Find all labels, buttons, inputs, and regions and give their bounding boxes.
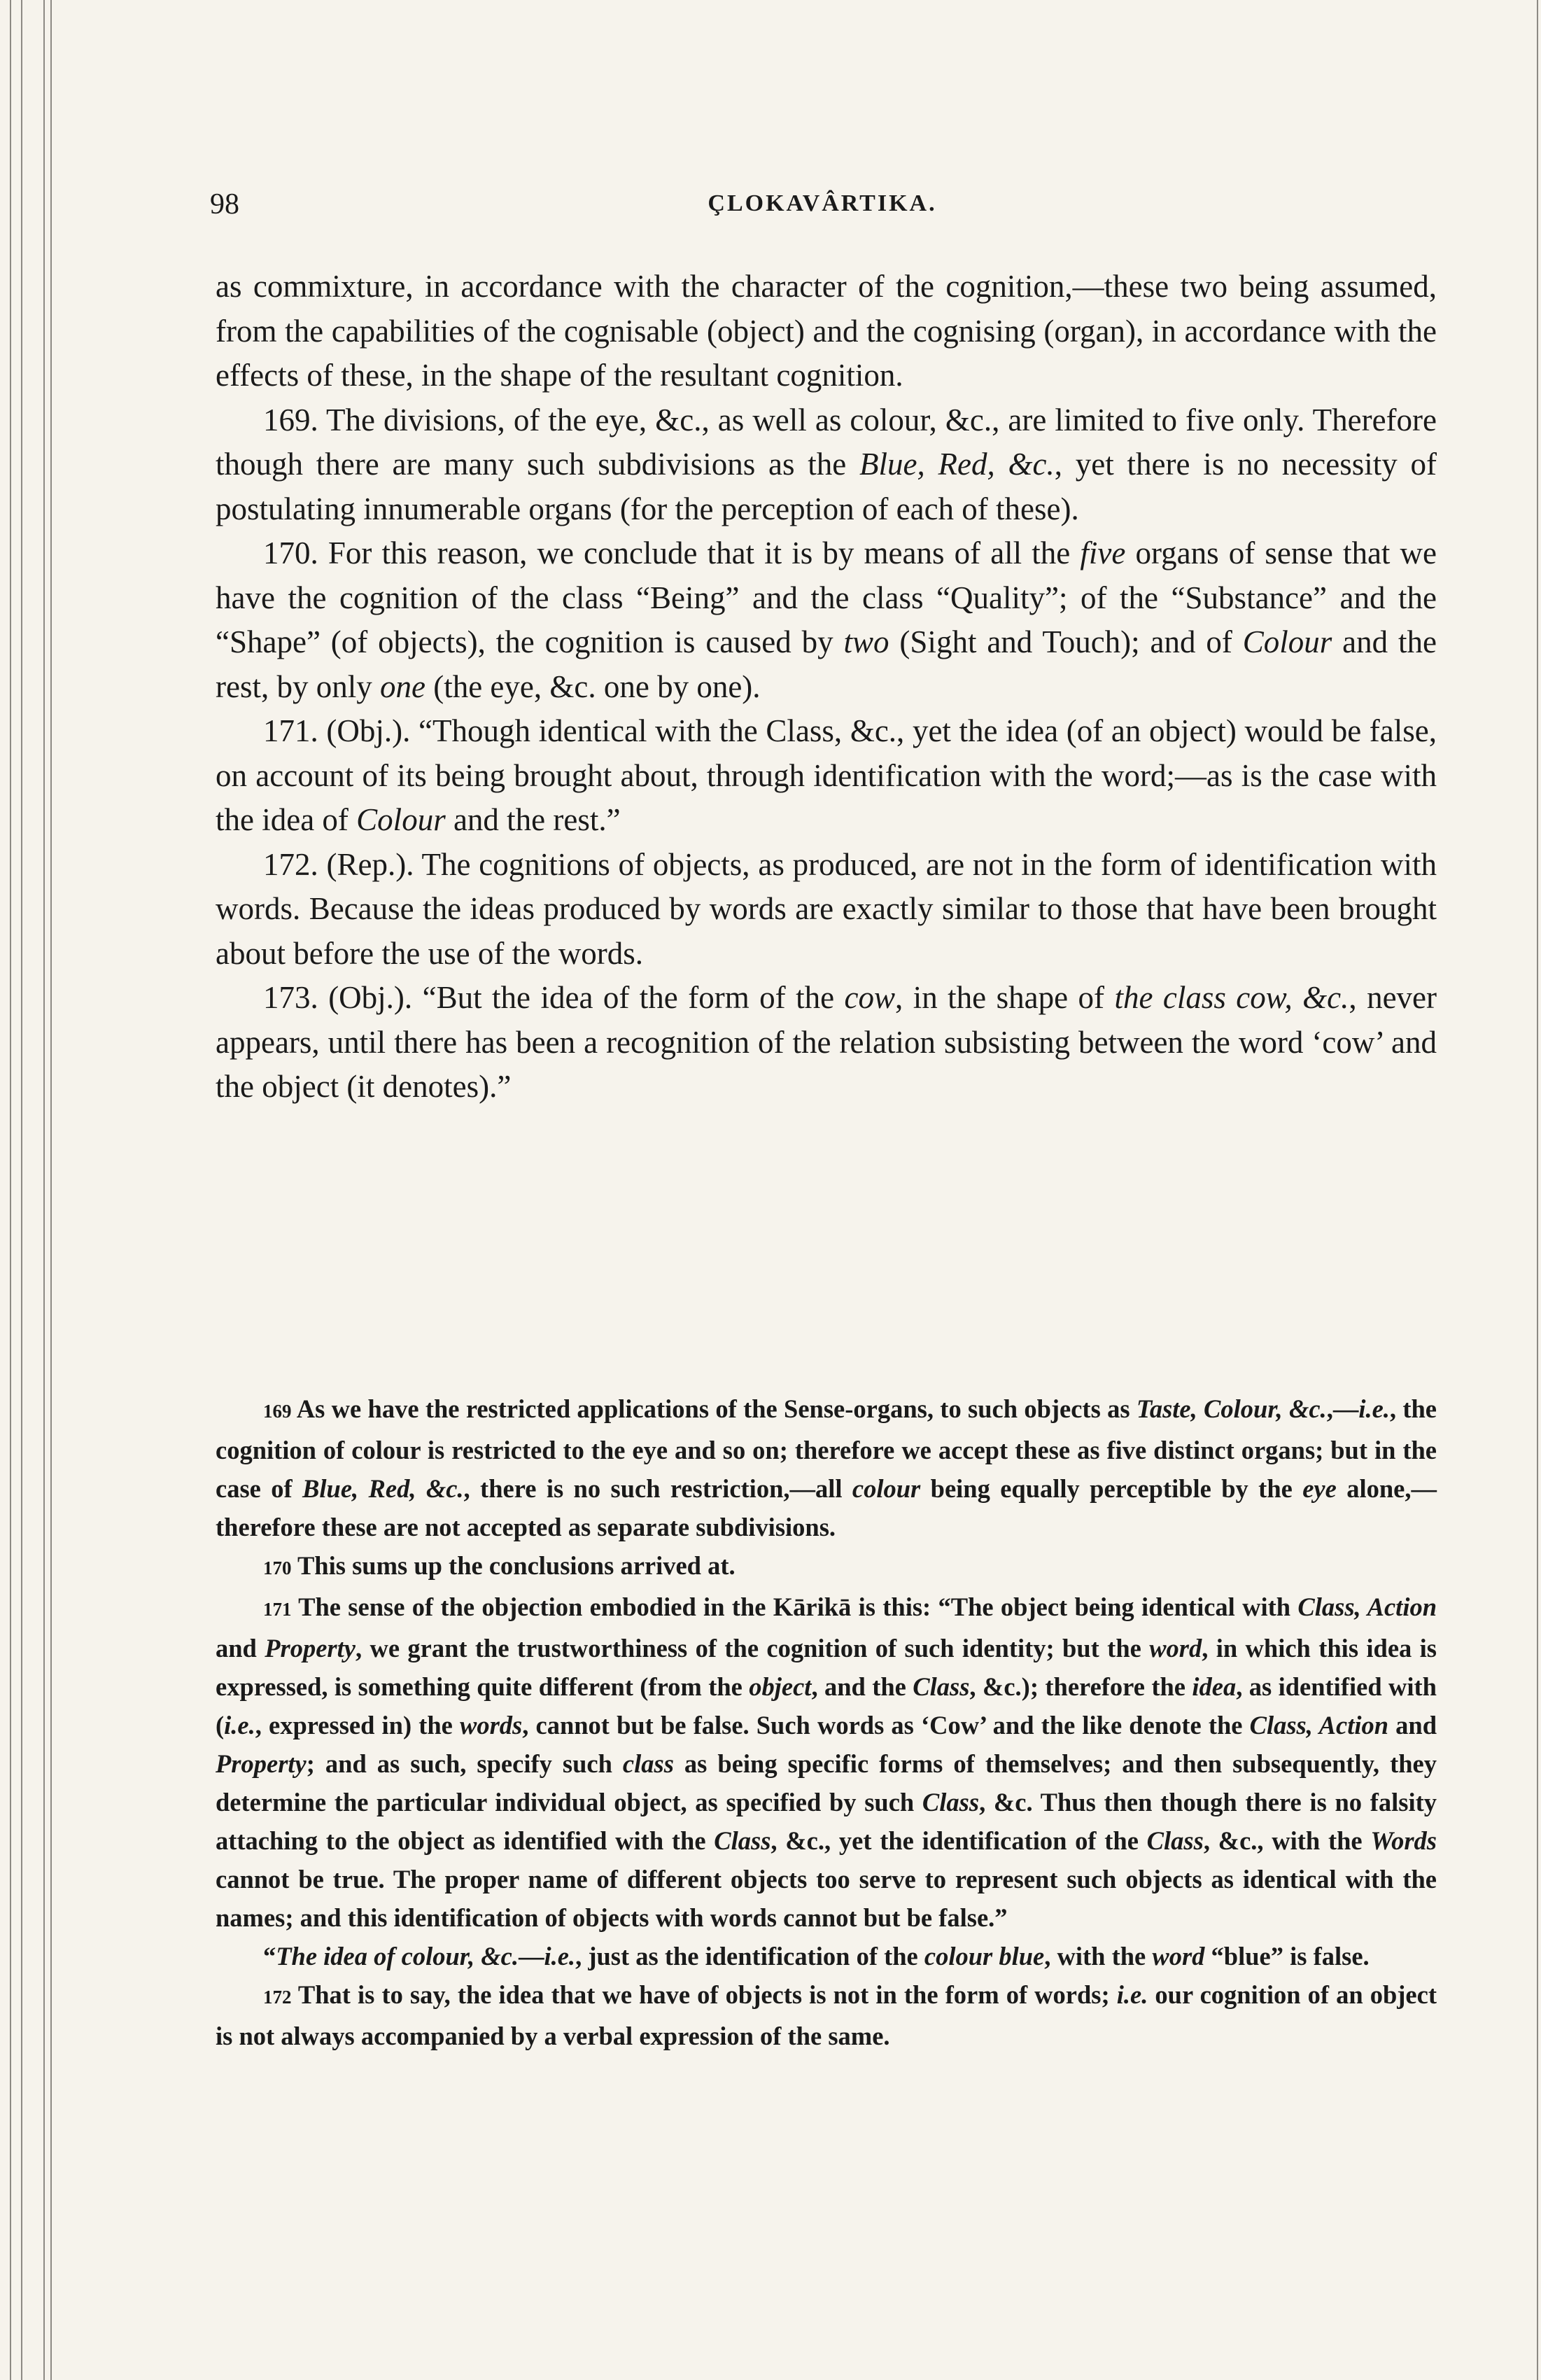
scan-margin-line xyxy=(10,0,11,2380)
footnote-171: 171 The sense of the objection embodied in the Kārikā is this: “The object being identical with Class, Action and Property, we grant the trustworthiness of the cognition of such identity; but the word, in which this idea is expressed, is something quite different (from the object, and the Class, &c.); therefore the idea, as identified with (i.e., expressed in) the words, cannot but be false. Such words as ‘Cow’ and the like denote the Class, Action and Property; and as such, specify such class as being specific forms of themselves; and then subsequently, they determine the particular individual object, as specified by such Class, &c. Thus then though there is no falsity attaching to the object as identified with the Class, &c., yet the identification of the Class, &c., with the Words cannot be true. The proper name of different objects too serve to represent such objects as identical with the names; and this identification of objects with words cannot but be false.” xyxy=(216,1592,1437,1932)
footnote-number: 169 xyxy=(263,1401,292,1422)
footnote-number: 170 xyxy=(263,1558,292,1578)
footnote-172: 172 That is to say, the idea that we have of objects is not in the form of words; i.e. our cognition of an object is not always accompanied by a verbal expression of the same. xyxy=(216,1980,1437,2050)
main-text xyxy=(216,265,1437,1110)
footnote-171-continued: “The idea of colour, &c.—i.e., just as the identification of the colour blue, with the word “blue” is false. xyxy=(263,1942,1370,1970)
verse-number: 172. xyxy=(263,846,318,882)
continuation-paragraph: as commixture, in accordance with the character of the cognition,—these two being assumed, from the capabilities of the cognisable (object) and the cognising (organ), in accordance with the effects of these, in the shape of the resultant cognition. xyxy=(216,269,1437,393)
footnote-number: 172 xyxy=(263,1987,292,2008)
footnote-169: 169 As we have the restricted applications of the Sense-organs, to such objects as Taste, Colour, &c.,—i.e., the cognition of colour is restricted to the eye and so on; therefore we accept these as five distinct organs; but in the case of Blue, Red, &c., there is no such restriction,—all colour being equally perceptible by the eye alone,—therefore these are not accepted as separate subdivisions. xyxy=(216,1394,1437,1541)
verse-170: 170. For this reason, we conclude that it is by means of all the five organs of sense that we have the cognition of the class “Being” and the class “Quality”; of the “Substance” and the “Shape” (of objects), the cognition is caused by two (Sight and Touch); and of Colour and the rest, by only one (the eye, &c. one by one). xyxy=(216,536,1437,704)
footnote-number: 171 xyxy=(263,1599,292,1620)
verse-number: 170. xyxy=(263,536,318,570)
scan-margin-line xyxy=(21,0,22,2380)
verse-171: 171. (Obj.). “Though identical with the Class, &c., yet the idea (of an object) would be false, on account of its being brought about, through identification with the word;—as is the case with the idea of Colour and the rest.” xyxy=(216,713,1437,837)
footnotes xyxy=(216,1390,1437,2055)
scan-margin-line xyxy=(1537,0,1538,2380)
verse-number: 171. xyxy=(263,713,318,748)
verse-173: 173. (Obj.). “But the idea of the form of the cow, in the shape of the class cow, &c., never appears, until there has been a recognition of the relation subsisting between the word ‘cow’ and the object (it denotes).” xyxy=(216,980,1437,1104)
footnote-170: 170 This sums up the conclusions arrived at. xyxy=(263,1551,736,1580)
page-number: 98 xyxy=(210,188,239,220)
verse-172: 172. (Rep.). The cognitions of objects, as produced, are not in the form of identification with words. Because the ideas produced by words are exactly similar to those that have been brought about before the use of the words. xyxy=(216,846,1437,971)
verse-169: 169. The divisions, of the eye, &c., as well as colour, &c., are limited to five only. Therefore though there are many such subdivisions as the Blue, Red, &c., yet there is no necessity of postulating innumerable organs (for the perception of each of these). xyxy=(216,402,1437,526)
running-title: ÇLOKAVÂRTIKA. xyxy=(708,190,937,216)
verse-number: 169. xyxy=(263,402,318,438)
verse-number: 173. xyxy=(263,980,318,1015)
scan-margin-line xyxy=(43,0,45,2380)
page-header xyxy=(210,188,1435,230)
scan-margin-line xyxy=(50,0,52,2380)
